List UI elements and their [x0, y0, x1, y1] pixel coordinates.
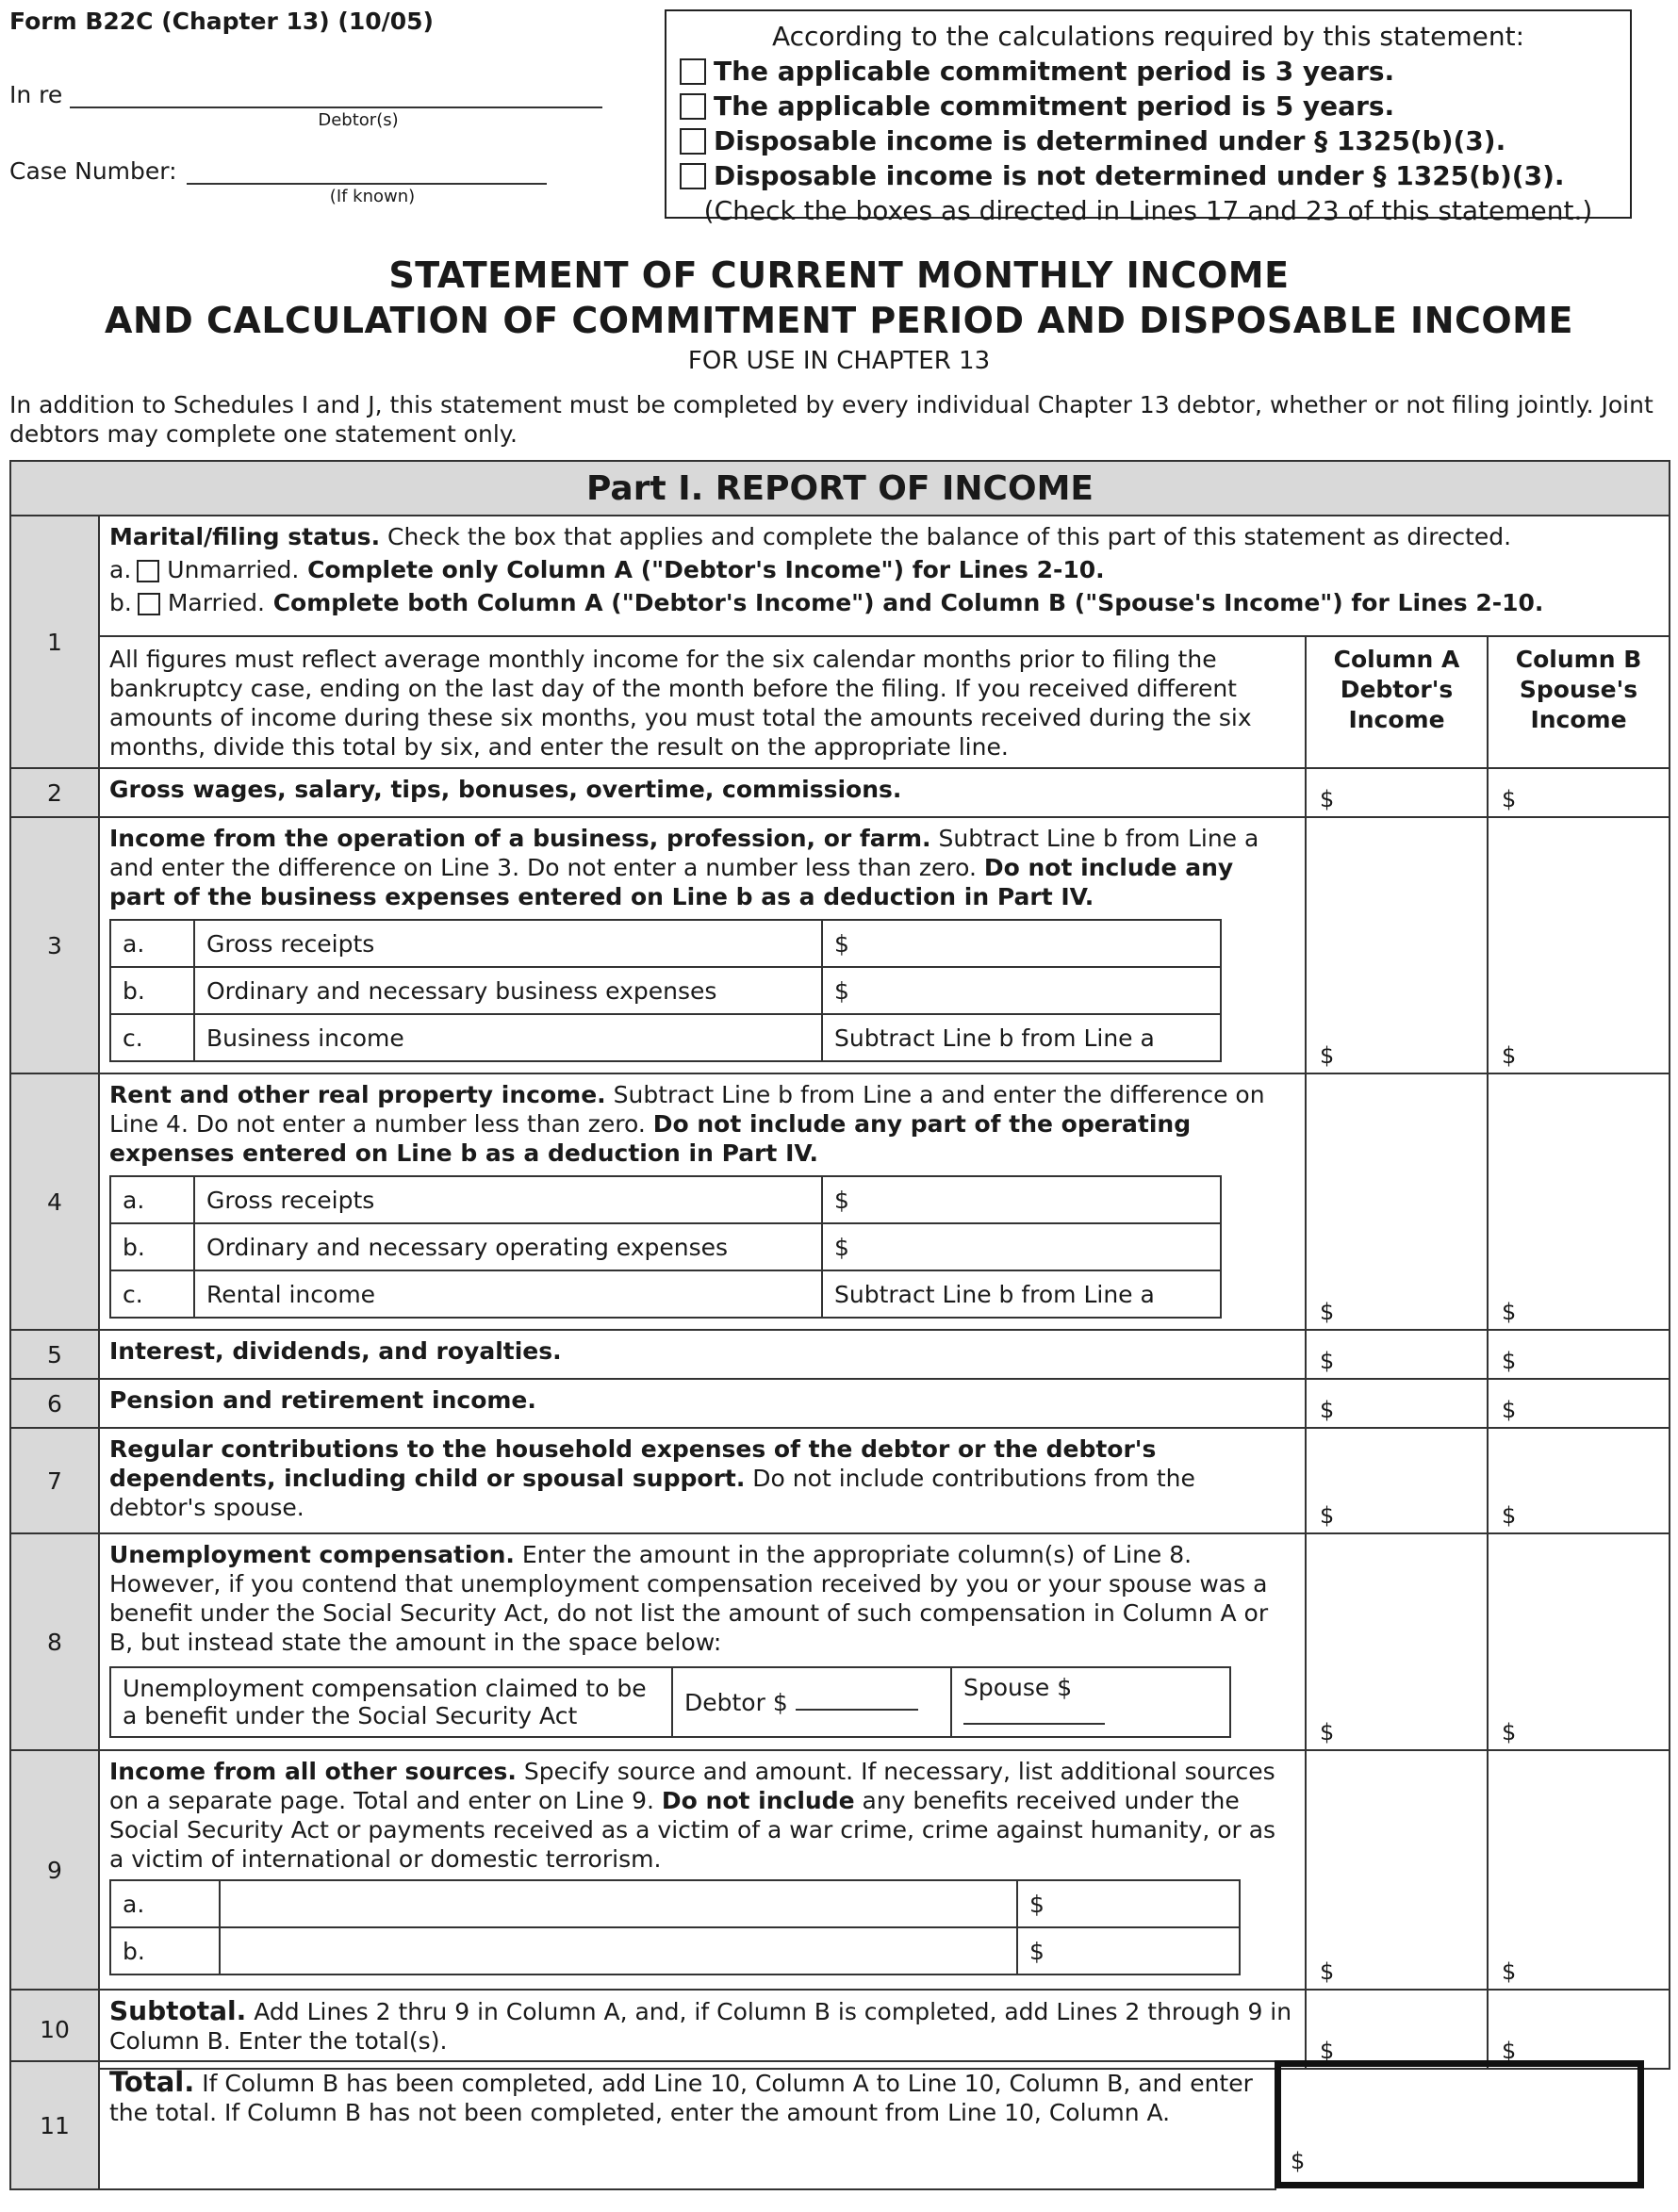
line-4-content [99, 1073, 1306, 1330]
line-2-col-b[interactable] [1488, 768, 1670, 817]
line-3-col-b[interactable] [1488, 817, 1670, 1073]
case-number-label: Case Number: [9, 157, 177, 185]
panel-note: (Check the boxes as directed in Lines 17 and 23 of this statement.) [703, 195, 1593, 226]
row-letter: c. [110, 1014, 194, 1061]
column-b-title: Column B [1515, 646, 1642, 673]
line-9-text2: any benefits received under the Social Security Act or payments received as a victim of a war crime, crime against humanity, or as a victim of international or domestic terrorism. [109, 1787, 1276, 1873]
line-10-number: 10 [10, 1990, 99, 2069]
line-4-bold: Rent and other real property income. [109, 1081, 606, 1108]
other-source-a-field[interactable] [220, 1880, 1017, 1927]
debtor-name-field[interactable] [70, 80, 602, 108]
part1-table [9, 460, 1670, 2070]
option-5-years: The applicable commitment period is 5 years. [714, 90, 1395, 122]
part1-heading: Part I. REPORT OF INCOME [10, 461, 1670, 516]
line-10-text: Add Lines 2 thru 9 in Column A, and, if Column B is completed, add Lines 2 through 9 in Column B. Enter the total(s). [109, 1998, 1292, 2055]
line-9-number: 9 [10, 1750, 99, 1990]
line-11-bold: Total. [109, 2066, 195, 2098]
unemployment-debtor-field[interactable] [672, 1667, 951, 1737]
row-letter: b. [110, 1223, 194, 1270]
line-7-col-a[interactable] [1306, 1428, 1488, 1533]
checkbox-5-years[interactable] [680, 93, 706, 120]
line-6-col-b[interactable] [1488, 1379, 1670, 1428]
line-9-bold2: Do not include [661, 1787, 855, 1814]
column-a-header [1306, 636, 1488, 768]
unemployment-spouse-field[interactable] [951, 1667, 1230, 1737]
rental-gross-receipts-label: Gross receipts [194, 1176, 822, 1223]
line-10-bold: Subtotal. [109, 1995, 247, 2026]
line-2-number: 2 [10, 768, 99, 817]
dollar-sign: $ [1502, 1719, 1517, 1745]
dollar-sign: $ [1502, 1299, 1517, 1325]
row-letter: b. [110, 967, 194, 1014]
dollar-sign: $ [1502, 786, 1517, 812]
business-expenses-field[interactable]: $ [822, 967, 1221, 1014]
column-b-header [1488, 636, 1670, 768]
operating-expenses-label: Ordinary and necessary operating expenses [194, 1223, 822, 1270]
row-letter: b. [110, 1927, 220, 1974]
column-a-title: Column A [1333, 646, 1460, 673]
dollar-sign: $ [1320, 786, 1335, 812]
line-10-col-b[interactable] [1488, 1990, 1670, 2069]
dollar-sign: $ [1320, 1299, 1335, 1325]
line-7-bold: Regular contributions to the household expenses of the debtor or the debtor's dependents, including child or spousal support. [109, 1435, 1157, 1492]
line-5-col-a[interactable] [1306, 1330, 1488, 1379]
line-1-status [99, 516, 1670, 636]
line-8-bold: Unemployment compensation. [109, 1541, 515, 1568]
column-a-sub1: Debtor's [1340, 676, 1454, 703]
line-10-content [99, 1990, 1306, 2069]
line-3-text: Subtract Line b from Line a and enter the difference on Line 3. Do not enter a number less than zero. [109, 825, 1259, 881]
rental-gross-receipts-field[interactable]: $ [822, 1176, 1221, 1223]
panel-intro: According to the calculations required by this statement: [771, 21, 1524, 52]
business-expenses-label: Ordinary and necessary business expenses [194, 967, 822, 1014]
line-1-bold: Marital/filing status. [109, 523, 381, 550]
line-8-col-a[interactable] [1306, 1533, 1488, 1750]
column-b-sub1: Spouse's [1519, 676, 1638, 703]
line-1-number: 1 [10, 516, 99, 768]
title-line-2: AND CALCULATION OF COMMITMENT PERIOD AND DISPOSABLE INCOME [105, 300, 1573, 341]
line-7-content [99, 1428, 1306, 1533]
line-8-col-b[interactable] [1488, 1533, 1670, 1750]
title-block [0, 253, 1678, 375]
figures-note: All figures must reflect average monthly income for the six calendar months prior to filing the bankruptcy case, ending on the last day of the month before the filing. If you received different amounts of income during these six months, you must total the amounts received during the six months, divide this total by six, and enter the result on the appropriate line. [99, 636, 1306, 768]
line-7-number: 7 [10, 1428, 99, 1533]
row-letter: c. [110, 1270, 194, 1318]
spouse-amount-line[interactable] [963, 1706, 1105, 1725]
business-gross-receipts-label: Gross receipts [194, 920, 822, 967]
case-number-field[interactable] [187, 156, 547, 185]
business-income-note: Subtract Line b from Line a [822, 1014, 1221, 1061]
line-1-text: Check the box that applies and complete the balance of this part of this statement as directed. [380, 523, 1512, 550]
column-b-sub2: Income [1530, 706, 1627, 733]
dollar-sign: $ [1502, 1042, 1517, 1069]
business-income-label: Business income [194, 1014, 822, 1061]
dollar-sign: $ [1320, 1719, 1335, 1745]
spouse-amount-label: Spouse $ [963, 1674, 1073, 1701]
dollar-sign: $ [1320, 1042, 1335, 1069]
line-9-col-b[interactable] [1488, 1750, 1670, 1990]
line-8-content [99, 1533, 1306, 1750]
if-known-sublabel: (If known) [329, 187, 416, 206]
dollar-sign: $ [1320, 1397, 1335, 1423]
line-4-bold2: Do not include any part of the operating expenses entered on Line b as a deduction in Part IV. [109, 1110, 1192, 1167]
line-11-number: 11 [10, 2061, 99, 2189]
line-11-text: If Column B has been completed, add Line 10, Column A to Line 10, Column B, and enter the total. If Column B has not been completed, enter the amount from Line 10, Column A. [109, 2070, 1253, 2126]
checkbox-married[interactable] [138, 593, 160, 615]
dollar-sign: $ [1320, 1348, 1335, 1374]
line-10-col-a[interactable] [1306, 1990, 1488, 2069]
option-3-years: The applicable commitment period is 3 years. [714, 56, 1395, 87]
unemployment-subtable [109, 1666, 1231, 1738]
in-re-label: In re [9, 81, 63, 108]
rental-income-label: Rental income [194, 1270, 822, 1318]
line-5-col-b[interactable] [1488, 1330, 1670, 1379]
column-a-sub2: Income [1348, 706, 1445, 733]
line-9-text: Specify source and amount. If necessary, list additional sources on a separate page. Total and enter on Line 9. [109, 1758, 1275, 1814]
form-id: Form B22C (Chapter 13) (10/05) [9, 8, 434, 35]
dollar-sign: $ [1320, 2038, 1335, 2064]
dollar-sign: $ [1320, 1958, 1335, 1985]
dollar-sign: $ [1502, 1348, 1517, 1374]
line-8-number: 8 [10, 1533, 99, 1750]
option-disposable-not-determined: Disposable income is not determined under § 1325(b)(3). [714, 160, 1565, 191]
dollar-sign: $ [1502, 2038, 1517, 2064]
married-instruction: Complete both Column A ("Debtor's Income") and Column B ("Spouse's Income") for Lines 2-10. [264, 589, 1544, 616]
line-4-col-a[interactable] [1306, 1073, 1488, 1330]
other-source-a-amount[interactable]: $ [1017, 1880, 1240, 1927]
intro-text: In addition to Schedules I and J, this statement must be completed by every individual Chapter 13 debtor, whether or not filing jointly. Joint debtors may complete one statement only. [9, 391, 1653, 448]
checkbox-disposable-determined[interactable] [680, 128, 706, 155]
line-3-content [99, 817, 1306, 1073]
title-line-1: STATEMENT OF CURRENT MONTHLY INCOME [388, 254, 1290, 296]
line-9-content [99, 1750, 1306, 1990]
row-letter: a. [110, 1176, 194, 1223]
line-5-number: 5 [10, 1330, 99, 1379]
subtitle: FOR USE IN CHAPTER 13 [687, 347, 991, 375]
line-7-col-b[interactable] [1488, 1428, 1670, 1533]
line-2-col-a[interactable] [1306, 768, 1488, 817]
dollar-sign: $ [1502, 1397, 1517, 1423]
line-8-text: Enter the amount in the appropriate column(s) of Line 8. However, if you contend that unemployment compensation received by you or your spouse was a benefit under the Social Security Act, do not list the amount of such compensation in Column A or B, but instead state the amount in the space below: [109, 1541, 1269, 1656]
line-9-col-a[interactable] [1306, 1750, 1488, 1990]
rental-income-note: Subtract Line b from Line a [822, 1270, 1221, 1318]
line-9-bold: Income from all other sources. [109, 1758, 517, 1785]
dollar-sign: $ [1502, 1502, 1517, 1529]
row-letter: a. [110, 1880, 220, 1927]
dollar-sign: $ [1320, 1502, 1335, 1529]
operating-expenses-field[interactable]: $ [822, 1223, 1221, 1270]
line-3-bold2: Do not include any part of the business expenses entered on Line b as a deduction in Part IV. [109, 854, 1234, 910]
line-6-label: Pension and retirement income. [99, 1379, 1306, 1428]
other-source-b-amount[interactable]: $ [1017, 1927, 1240, 1974]
dollar-sign: $ [1291, 2148, 1306, 2174]
line-4-text: Subtract Line b from Line a and enter the difference on Line 4. Do not enter a number less than zero. [109, 1081, 1265, 1138]
line-4-col-b[interactable] [1488, 1073, 1670, 1330]
debtor-amount-label: Debtor $ [684, 1688, 788, 1716]
debtor-sublabel: Debtor(s) [318, 110, 399, 130]
line-11-content [99, 2061, 1275, 2189]
row-letter: a. [110, 920, 194, 967]
debtor-amount-line[interactable] [796, 1692, 918, 1711]
line-3-col-a[interactable] [1306, 817, 1488, 1073]
commitment-period-panel [665, 9, 1632, 226]
line-4-number: 4 [10, 1073, 99, 1330]
line-2-label: Gross wages, salary, tips, bonuses, overtime, commissions. [99, 768, 1306, 817]
unmarried-instruction: Complete only Column A ("Debtor's Income") for Lines 2-10. [299, 556, 1105, 583]
business-subtable [109, 919, 1222, 1062]
checkbox-disposable-not-determined[interactable] [680, 163, 706, 189]
business-gross-receipts-field[interactable]: $ [822, 920, 1221, 967]
option-b-prefix: b. [109, 589, 132, 616]
line-6-col-a[interactable] [1306, 1379, 1488, 1428]
option-a-prefix: a. [109, 556, 132, 583]
line-5-label: Interest, dividends, and royalties. [99, 1330, 1306, 1379]
line-6-number: 6 [10, 1379, 99, 1428]
line-7-text: Do not include contributions from the debtor's spouse. [109, 1465, 1195, 1521]
unmarried-label: Unmarried. [167, 556, 300, 583]
married-label: Married. [167, 589, 265, 616]
line-3-number: 3 [10, 817, 99, 1073]
total-income-field[interactable] [1275, 2060, 1644, 2188]
checkbox-unmarried[interactable] [137, 560, 159, 582]
unemployment-claim-label: Unemployment compensation claimed to be a benefit under the Social Security Act [110, 1667, 672, 1737]
header-left [9, 8, 632, 206]
rental-subtable [109, 1175, 1222, 1319]
dollar-sign: $ [1502, 1958, 1517, 1985]
option-disposable-determined: Disposable income is determined under § 1325(b)(3). [714, 125, 1506, 156]
checkbox-3-years[interactable] [680, 58, 706, 85]
other-sources-subtable [109, 1879, 1241, 1975]
other-source-b-field[interactable] [220, 1927, 1017, 1974]
line-3-bold: Income from the operation of a business, profession, or farm. [109, 825, 931, 852]
